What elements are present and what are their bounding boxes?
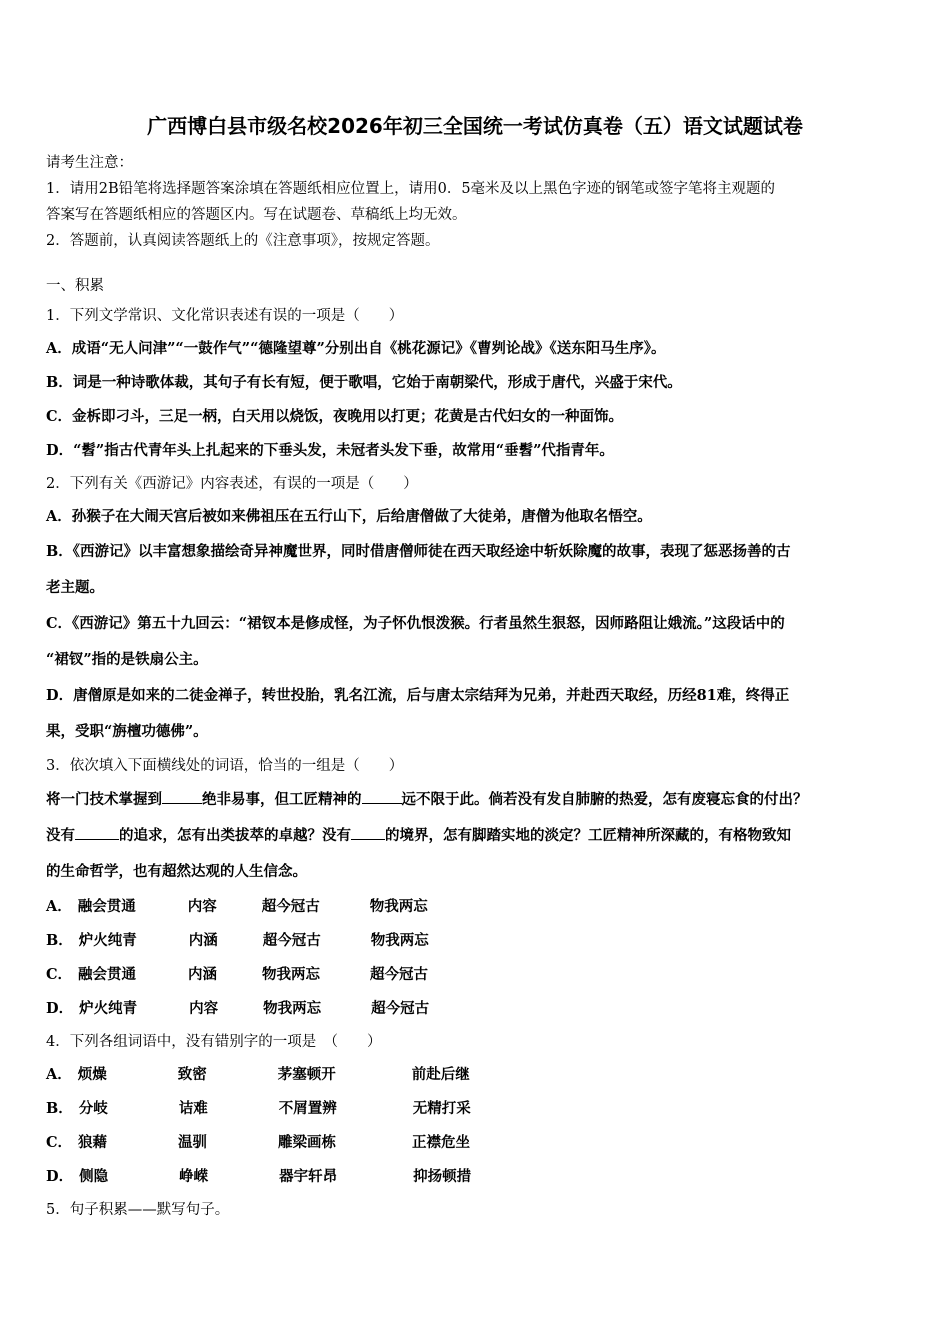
- notice-heading: 请考生注意：: [46, 155, 133, 171]
- q3-text: 绝非易事，但工匠精神的: [202, 791, 362, 808]
- option-label: D．: [46, 1000, 74, 1017]
- fill-blank: [362, 787, 402, 804]
- option-word: 温驯: [178, 1134, 208, 1151]
- option-word: 雕梁画栋: [278, 1134, 337, 1151]
- option-word: 致密: [177, 1066, 207, 1083]
- option-word: 物我两忘: [369, 898, 428, 915]
- q2-option-b-line-1: B．《西游记》以丰富想象描绘奇异神魔世界，同时借唐僧师徒在西天取经途中斩妖除魔的故事，表现了惩恶扬善的古: [46, 543, 791, 560]
- q3-text: 远不限于此。倘若没有发自肺腑的热爱，怎有废寝忘食的付出？: [401, 791, 808, 808]
- section-heading: 一、积累: [46, 278, 104, 294]
- q2-option-a: A．孙猴子在大闹天宫后被如来佛祖压在五行山下，后给唐僧做了大徒弟，唐僧为他取名悟空。: [46, 508, 652, 525]
- q2-option-c-line-1: C．《西游记》第五十九回云：“裙钗本是修成怪，为子怀仇恨泼猴。行者虽然生狠怒，因师路阻让娥流。”这段话中的: [46, 615, 785, 632]
- option-label: D．: [46, 1168, 74, 1185]
- option-word: 分岐: [78, 1100, 108, 1117]
- q4-option-a: [46, 1058, 914, 1092]
- q1-option-c: C．金柝即刁斗，三足一柄，白天用以烧饭，夜晚用以打更；花黄是古代妇女的一种面饰。: [46, 408, 624, 425]
- q3-text: 将一门技术掌握到: [46, 791, 162, 808]
- q1-option-a: A．成语“无人问津”“一鼓作气”“德隆望尊”分别出自《桃花源记》《曹刿论战》《送东阳马生序》。: [46, 340, 666, 357]
- option-word: 前赴后继: [411, 1066, 470, 1083]
- option-word: 狼藉: [78, 1134, 108, 1151]
- q1-option-b: B．词是一种诗歌体裁，其句子有长有短，便于歌唱，它始于南朝梁代，形成于唐代，兴盛于宋代。: [46, 374, 682, 391]
- q3-passage-line-3: 的生命哲学，也有超然达观的人生信念。: [46, 863, 307, 880]
- section-accumulation: [46, 272, 914, 1226]
- option-word: 不屑置辨: [278, 1100, 337, 1117]
- q1-stem: 1．下列文学常识、文化常识表述有误的一项是（ ）: [46, 308, 404, 324]
- q2-stem: 2．下列有关《西游记》内容表述，有误的一项是（ ）: [46, 476, 418, 492]
- option-word: 超今冠古: [370, 966, 429, 983]
- option-word: 抑扬顿措: [413, 1168, 472, 1185]
- option-word: 融会贯通: [78, 966, 137, 983]
- q1-option-d: D．“髫”指古代青年头上扎起来的下垂头发，未冠者头发下垂，故常用“垂髫”代指青年。: [46, 442, 614, 459]
- option-word: 无精打采: [412, 1100, 471, 1117]
- q3-option-d: [46, 992, 914, 1026]
- option-word: 内涵: [188, 966, 218, 983]
- q3-option-a: [46, 890, 914, 924]
- option-word: 峥嵘: [179, 1168, 209, 1185]
- page-title: 广西博白县市级名校2026年初三全国统一考试仿真卷（五）语文试题试卷: [147, 114, 803, 138]
- fill-blank: [162, 787, 202, 804]
- option-label: C．: [46, 1134, 73, 1151]
- option-word: 物我两忘: [263, 1000, 322, 1017]
- option-word: 茅塞顿开: [277, 1066, 336, 1083]
- option-word: 内容: [187, 898, 217, 915]
- option-word: 超今冠古: [371, 1000, 430, 1017]
- option-word: 侧隐: [79, 1168, 109, 1185]
- q2-option-d-line-2: 果，受职“旃檀功德佛”。: [46, 723, 208, 740]
- option-word: 炉火纯青: [78, 932, 137, 949]
- q4-stem: 4．下列各组词语中，没有错别字的一项是 （ ）: [46, 1034, 382, 1050]
- option-word: 物我两忘: [370, 932, 429, 949]
- option-word: 正襟危坐: [412, 1134, 471, 1151]
- q3-passage-line-2: [46, 818, 914, 854]
- q3-option-c: [46, 958, 914, 992]
- option-word: 器宇轩昂: [279, 1168, 338, 1185]
- option-word: 融会贯通: [77, 898, 136, 915]
- q2-option-c-line-2: “裙钗”指的是铁扇公主。: [46, 651, 208, 668]
- option-word: 物我两忘: [262, 966, 321, 983]
- option-word: 超今冠古: [262, 932, 321, 949]
- option-label: A．: [46, 898, 72, 915]
- q3-text: 的追求，怎有出类拔萃的卓越？没有: [119, 827, 351, 844]
- fill-blank: [75, 823, 119, 840]
- option-word: 炉火纯青: [79, 1000, 138, 1017]
- q3-text: 的境界，怎有脚踏实地的淡定？工匠精神所深藏的，有格物致知: [385, 827, 791, 844]
- q4-option-b: [46, 1092, 914, 1126]
- q2-option-b-line-2: 老主题。: [46, 579, 104, 596]
- q3-option-b: [46, 924, 914, 958]
- notice-item-1-line-2: 答案写在答题纸相应的答题区内。写在试题卷、草稿纸上均无效。: [46, 207, 467, 223]
- option-label: B．: [46, 1100, 73, 1117]
- option-word: 内涵: [188, 932, 218, 949]
- notice-item-2: 2．答题前，认真阅读答题纸上的《注意事项》，按规定答题。: [46, 233, 440, 249]
- option-label: C．: [46, 966, 73, 983]
- option-word: 超今冠古: [261, 898, 320, 915]
- q3-passage-line-1: [46, 782, 914, 818]
- option-label: B．: [46, 932, 73, 949]
- q4-option-c: [46, 1126, 914, 1160]
- option-word: 烦燥: [77, 1066, 107, 1083]
- q3-text: 没有: [46, 827, 75, 844]
- option-label: A．: [46, 1066, 72, 1083]
- q5-stem: 5．句子积累——默写句子。: [46, 1202, 230, 1218]
- notice-block: [46, 150, 904, 254]
- fill-blank: [351, 823, 385, 840]
- q3-options: [46, 890, 914, 1026]
- option-word: 诘难: [178, 1100, 208, 1117]
- option-word: 内容: [189, 1000, 219, 1017]
- q4-options: [46, 1058, 914, 1194]
- q3-stem: 3．依次填入下面横线处的词语，恰当的一组是（ ）: [46, 758, 404, 774]
- q2-option-d-line-1: D．唐僧原是如来的二徒金禅子，转世投胎，乳名江流，后与唐太宗结拜为兄弟，并赴西天取经，历经81难，终得正: [46, 687, 790, 704]
- notice-item-1-line-1: 1．请用2B铅笔将选择题答案涂填在答题纸相应位置上，请用0．5毫米及以上黑色字迹的钢笔或签字笔将主观题的: [46, 181, 776, 197]
- q4-option-d: [46, 1160, 914, 1194]
